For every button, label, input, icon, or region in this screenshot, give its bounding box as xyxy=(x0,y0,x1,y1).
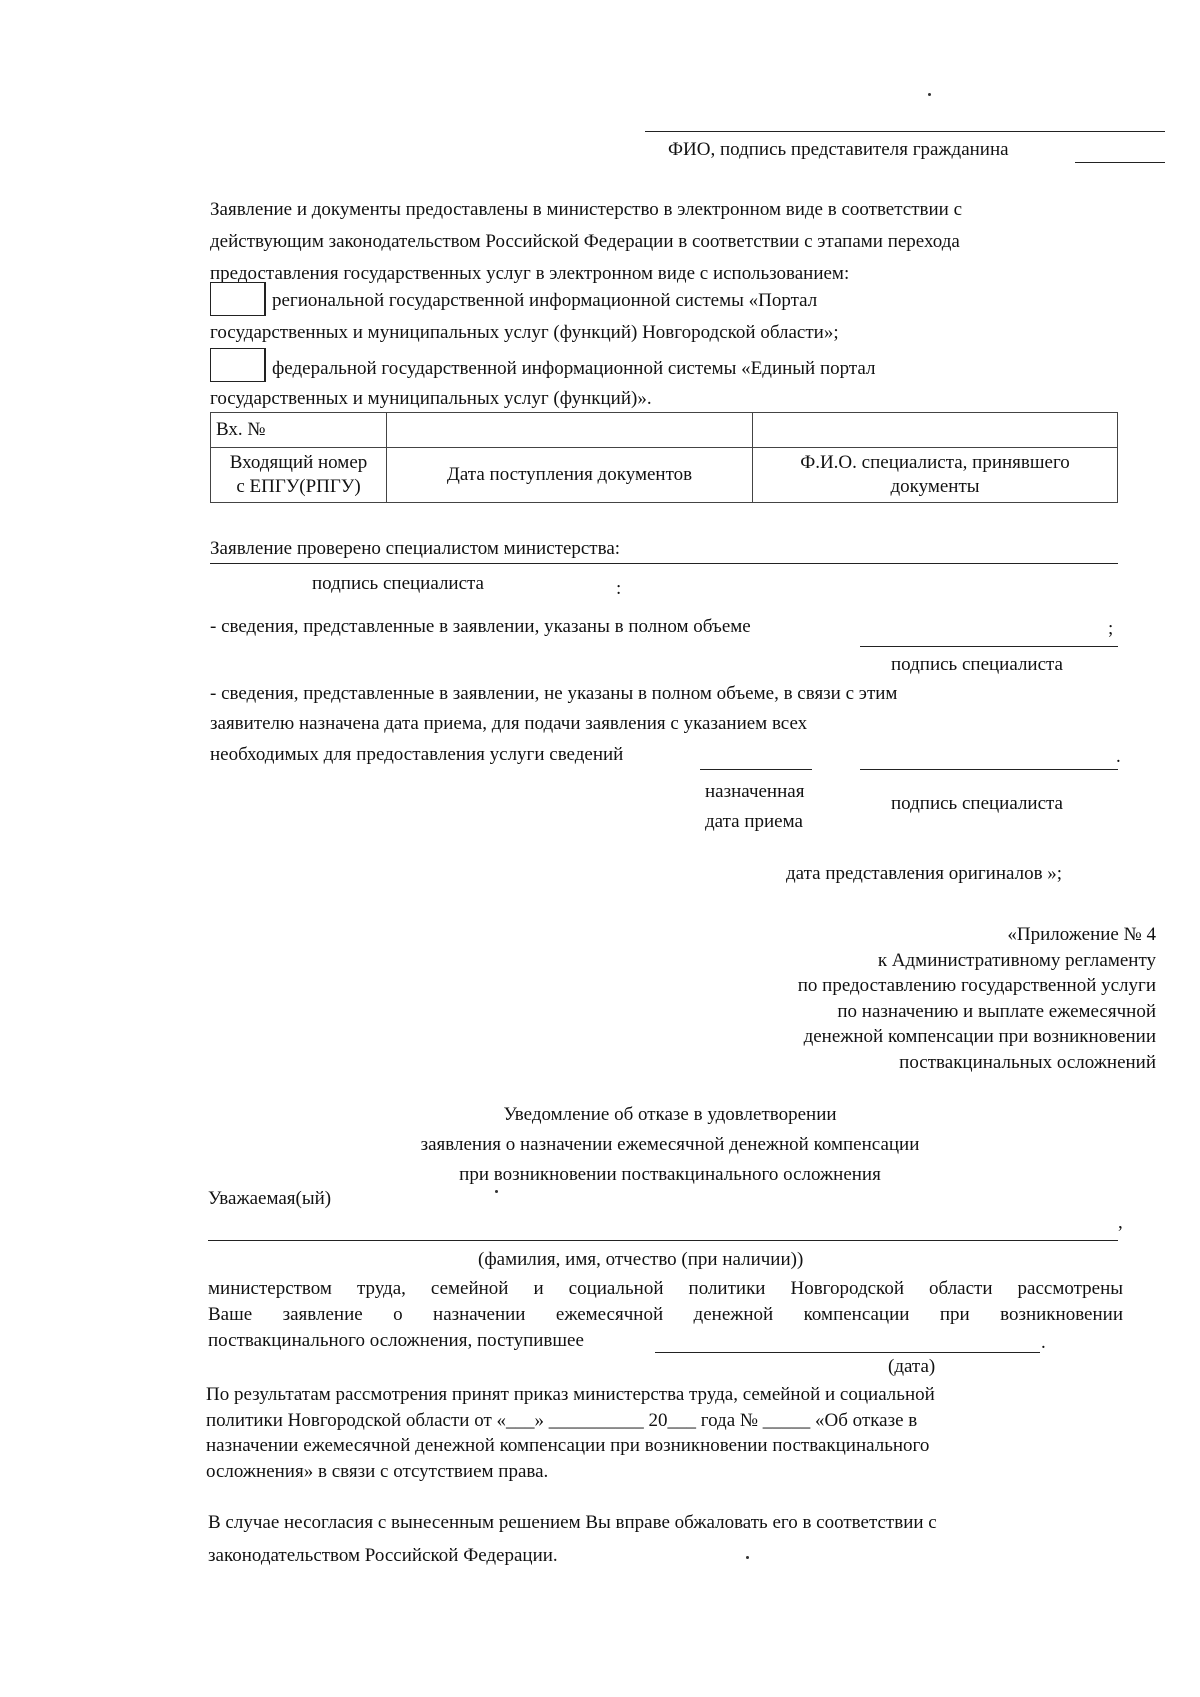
notice-body-line2: Ваше заявление о назначении ежемесячной денежной компенсации при возникновении xyxy=(208,1304,1123,1325)
period-mark: . xyxy=(1116,746,1121,767)
submission-line: действующим законодательством Российской Федерации в соответствии с этапами перехода xyxy=(210,231,960,252)
appendix-header: «Приложение № 4 к Административному регламенту по предоставлению государственной услуги по назначению и выплате ежемесячной денежной компенсации при возникновении поствакцинальных осложнений xyxy=(797,924,1156,1073)
top-signature-line xyxy=(645,131,1165,132)
table-row xyxy=(211,413,1118,448)
semicolon-mark: ; xyxy=(1108,618,1114,639)
appointed-signature-line xyxy=(860,769,1118,770)
colon-mark: : xyxy=(616,578,622,599)
empty-cell xyxy=(387,413,753,448)
in-no-cell: Вх. № xyxy=(211,413,387,448)
checked-by-line xyxy=(210,563,1118,564)
checked-by-label: Заявление проверено специалистом министерства: xyxy=(210,538,621,559)
scan-speck xyxy=(495,1190,498,1193)
regional-portal-label-line1: региональной государственной информационной системы «Портал xyxy=(272,290,818,311)
date-caption: (дата) xyxy=(888,1356,936,1377)
incoming-number-header: Входящий номер с ЕПГУ(РПГУ) xyxy=(211,448,387,503)
salutation: Уважаемая(ый) xyxy=(208,1188,332,1209)
notice-body-line1: министерством труда, семейной и социальной политики Новгородской области рассмотрены xyxy=(208,1278,1123,1299)
federal-portal-label-line2: государственных и муниципальных услуг (функций)». xyxy=(210,388,652,409)
notice-title: Уведомление об отказе в удовлетворении заявления о назначении ежемесячной денежной компенсации при возникновении поствакцинального осложнения xyxy=(420,1104,920,1185)
top-signature-caption: ФИО, подпись представителя гражданина xyxy=(668,139,1009,160)
signature-caption-1: подпись специалиста xyxy=(312,573,484,594)
comma-mark: , xyxy=(1118,1212,1123,1233)
originals-date-caption: дата представления оригиналов »; xyxy=(786,863,1063,884)
scan-speck xyxy=(928,93,931,96)
scan-speck xyxy=(746,1556,749,1559)
top-signature-short-line xyxy=(1075,162,1165,163)
complete-signature-line xyxy=(860,646,1118,647)
submission-line: Заявление и документы предоставлены в министерство в электронном виде в соответствии с xyxy=(210,199,963,220)
recipient-name-caption: (фамилия, имя, отчество (при наличии)) xyxy=(478,1249,804,1270)
receipt-date-header: Дата поступления документов xyxy=(387,448,753,503)
federal-portal-checkbox[interactable] xyxy=(210,348,266,382)
federal-portal-label-line1: федеральной государственной информационной системы «Единый портал xyxy=(272,358,876,379)
signature-caption-2: подпись специалиста xyxy=(891,654,1063,675)
registration-table xyxy=(210,412,1118,503)
signature-caption-3: подпись специалиста xyxy=(891,793,1063,814)
notice-body-line3: поствакцинального осложнения, поступившее xyxy=(208,1330,584,1351)
received-date-line xyxy=(655,1352,1040,1353)
submission-line: предоставления государственных услуг в электронном виде с использованием: xyxy=(210,263,850,284)
empty-cell xyxy=(753,413,1118,448)
table-row xyxy=(211,448,1118,503)
appointed-date-line xyxy=(700,769,812,770)
result-paragraph: По результатам рассмотрения принят приказ министерства труда, семейной и социальной политики Новгородской области от «___» __________ 20___ года № _____ «Об отказе в назначении ежемесячной денежной компенсации при возникновении поствакцинального осложнения» в связи с отсутствием права. xyxy=(206,1384,935,1482)
incomplete-info-line2: заявителю назначена дата приема, для подачи заявления с указанием всех xyxy=(210,713,808,734)
incomplete-info-line3: необходимых для предоставления услуги сведений xyxy=(210,744,624,765)
appeal-paragraph: В случае несогласия с вынесенным решением Вы вправе обжаловать его в соответствии с законодательством Российской Федерации. xyxy=(208,1512,937,1566)
incomplete-info-line1: - сведения, представленные в заявлении, не указаны в полном объеме, в связи с этим xyxy=(210,683,898,704)
appointed-date-caption: назначенная дата приема xyxy=(705,781,805,832)
regional-portal-checkbox[interactable] xyxy=(210,282,266,316)
received-period-mark: . xyxy=(1041,1332,1046,1353)
specialist-name-header: Ф.И.О. специалиста, принявшего документы xyxy=(753,448,1118,503)
submission-paragraph xyxy=(210,194,962,290)
regional-portal-label-line2: государственных и муниципальных услуг (функций) Новгородской области»; xyxy=(210,322,839,343)
complete-info-text: - сведения, представленные в заявлении, указаны в полном объеме xyxy=(210,616,751,637)
recipient-name-line xyxy=(208,1240,1118,1241)
